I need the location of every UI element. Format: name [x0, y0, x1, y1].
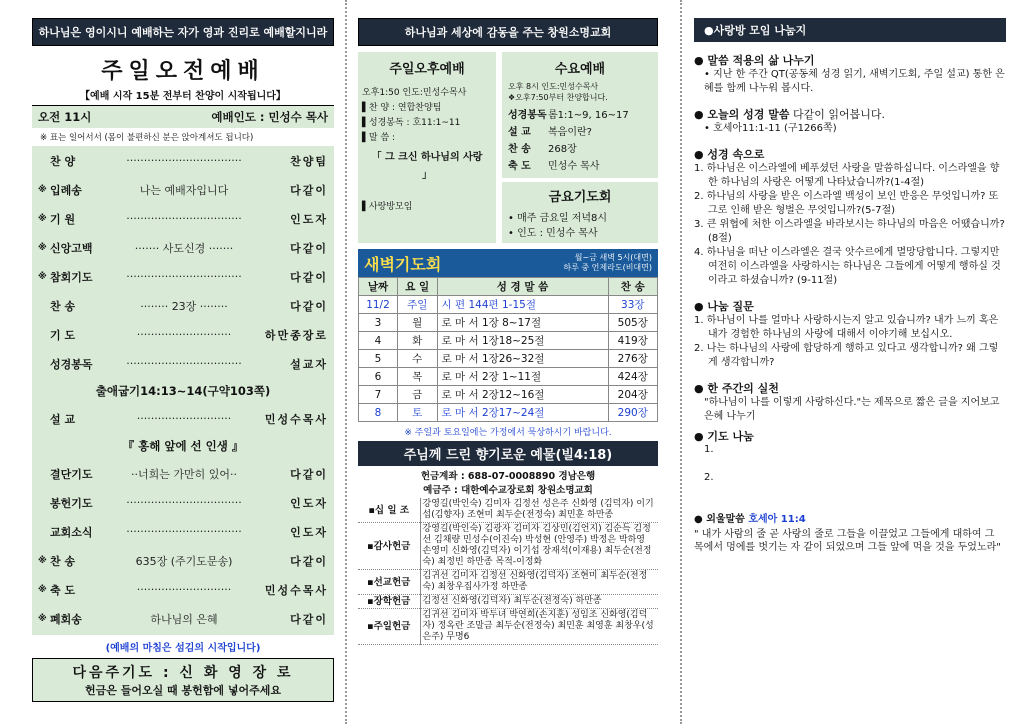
list-item: 3. 큰 위협에 처한 이스라엘을 바라보시는 하나님의 마음은 어땠습니까?(8절) [694, 219, 1005, 244]
order-star: ※ [38, 184, 47, 195]
offering-names: 강영길(박인숙) 김광자 김미자 김상민(김언지) 김순득 김정선 김채량 민성수(이진숙) 박성현 (안영주) 박정은 박하영 손영미 신화영(김덕자) 이기섭 장재석(이재용) 최두순(전정숙) 최정빈 하만종 목적-이정화 [420, 523, 658, 570]
offering-row [358, 595, 658, 609]
column-banner: 하나님은 영이시니 예배하는 자가 영과 진리로 예배할지니라 [32, 18, 334, 46]
order-row [32, 546, 334, 575]
question-list [694, 162, 1006, 288]
hymn-cell: 290장 [608, 404, 657, 422]
wednesday-value: 민성수 목사 [548, 161, 600, 172]
order-label: 성경봉독 [50, 357, 93, 371]
subtitle: 【예배 시작 15분 전부터 찬양이 시작됩니다】 [80, 91, 286, 102]
offering-type: ▪주일헌금 [358, 609, 420, 645]
order-detail: ······· 사도신경 ······· [134, 241, 234, 255]
morning-worship-column [32, 18, 334, 702]
list-item: 2. [704, 472, 714, 483]
order-label: 참회기도 [50, 270, 93, 284]
reading-line: ▌성경봉독 : 호11:1~11 [362, 118, 461, 128]
weekday-cell: 토 [397, 404, 437, 422]
order-label: 찬 송 [50, 554, 76, 568]
memory-verse-title: ● 외울말씀 호세아 11:4 [694, 514, 806, 525]
service-time: 오후1:50 인도:민성수목사 [362, 88, 467, 98]
praise-note: ❖오후7:50부터 찬양합니다. [508, 93, 608, 102]
weekday-cell: 월 [397, 314, 437, 332]
scripture-reference: 출애굽기14:13~14(구약103쪽) [95, 384, 271, 398]
date-cell: 4 [359, 332, 398, 350]
date-cell: 8 [359, 404, 398, 422]
order-detail: ································· [126, 496, 242, 509]
section-title: 금요기도회 [508, 182, 652, 209]
order-label: 찬 송 [50, 299, 76, 313]
offering-names: 김귀선 김미자 박두녀 박연희(손지훈) 성임조 신화영(김덕자) 정옥란 조말금 최두순(전정숙) 최민훈 최영훈 최창우(성은주) 무명6 [420, 609, 658, 645]
order-label: 입례송 [50, 183, 82, 197]
hymn-cell: 204장 [608, 386, 657, 404]
order-detail: 나는 예배자입니다 [139, 183, 229, 197]
order-of-worship [32, 146, 334, 635]
order-row [32, 204, 334, 233]
offering-row [358, 523, 658, 570]
wednesday-key: 축 도 [508, 161, 531, 172]
order-row [32, 320, 334, 349]
date-cell: 11/2 [359, 296, 398, 314]
scripture-cell: 로 마 서 2장12~16절 [437, 386, 608, 404]
date-cell: 5 [359, 350, 398, 368]
scripture-cell: 로 마 서 2장 1~11절 [437, 368, 608, 386]
date-cell: 6 [359, 368, 398, 386]
weekday-cell: 금 [397, 386, 437, 404]
order-row [32, 459, 334, 488]
hymn-cell: 276장 [608, 350, 657, 368]
hymn-cell: 505장 [608, 314, 657, 332]
order-row [32, 517, 334, 546]
list-item: 2. 나는 하나님의 사랑에 합당하게 행하고 있다고 생각합니까? 왜 그렇게 생각합니까? [694, 343, 999, 368]
offering-type: ▪장학헌금 [358, 595, 420, 609]
order-star: ※ [38, 613, 47, 624]
order-star: ※ [38, 555, 47, 566]
order-star: ※ [38, 213, 47, 224]
order-row [32, 488, 334, 517]
order-label: 신앙고백 [50, 241, 93, 255]
weekday-cell: 수 [397, 350, 437, 368]
scripture-cell: 로 마 서 2장17~24절 [437, 404, 608, 422]
dawn-title: 새벽기도회 [364, 254, 442, 274]
order-person: 인도자 [290, 212, 328, 226]
sunday-afternoon-box [358, 52, 496, 243]
schedule-note: ※ 주일과 토요일에는 가정에서 묵상하시기 바랍니다. [404, 428, 612, 438]
wednesday-key: 설 교 [508, 127, 531, 138]
section-text: "하나님이 나를 이렇게 사랑하신다."는 제목으로 짧은 글을 지어보고 은혜 나누기 [704, 397, 1000, 422]
wednesday-value: 268장 [548, 144, 577, 155]
dawn-schedule-table [358, 277, 658, 422]
section-title: 수요예배 [508, 54, 652, 81]
account-info: 헌금계좌 : 688-07-0008890 경남은행 예금주 : 대한예수교장로회 창원소명교회 [420, 471, 596, 496]
order-label: 축 도 [50, 583, 76, 597]
scripture-cell: 시 편 144편 1-15절 [437, 296, 608, 314]
page-title: 주일오전예배 [101, 59, 265, 84]
column-divider [680, 0, 682, 724]
offering-row [358, 498, 658, 523]
friday-box [502, 182, 658, 243]
order-row [32, 349, 334, 378]
order-detail: ··너희는 가만히 있어·· [131, 467, 237, 481]
section-title: ● 오늘의 성경 말씀 다같이 읽어봅니다. [694, 108, 885, 121]
standing-note: ※ 표는 일어서서 (몸이 불편하신 분은 앉아계셔도 됩니다) [40, 133, 254, 143]
column-banner: 하나님과 세상에 감동을 주는 창원소명교회 [358, 18, 658, 46]
table-row [359, 368, 658, 386]
order-label: 기 도 [50, 328, 76, 342]
dawn-subtitle: 월~금 새벽 5시(대면) 하루 중 언제라도(비대면) [563, 253, 652, 272]
column-header: 날짜 [359, 278, 398, 296]
list-item: 4. 하나님을 떠난 이스라엘은 결국 앗수르에게 멸망당합니다. 그렇지만 여전히 이스라엘을 사랑하시는 하나님은 그들에게 어떻게 행하실 것이라고 하셨습니까? (9-11절) [694, 247, 1001, 286]
hymn-cell: 33장 [608, 296, 657, 314]
order-row [32, 262, 334, 291]
section-title: ● 성경 속으로 [694, 148, 765, 161]
wednesday-box [502, 52, 658, 178]
offering-table [358, 498, 658, 645]
order-star: ※ [38, 584, 47, 595]
section-text: • 호세아11:1-11 (구1266쪽) [704, 123, 837, 134]
order-row [32, 233, 334, 262]
scripture-cell: 로 마 서 1장26~32절 [437, 350, 608, 368]
section-title: ● 나눔 질문 [694, 300, 754, 313]
friday-leader: • 인도 : 민성수 목사 [508, 228, 598, 239]
order-row: 설 교 ··························· 민성수목사 [50, 412, 328, 426]
closing-note: (예배의 마침은 섬김의 시작입니다) [105, 643, 261, 654]
order-person: 찬양팀 [290, 154, 328, 168]
order-row [32, 604, 334, 633]
table-row [359, 350, 658, 368]
order-person: 하만종장로 [264, 328, 328, 342]
section-text: • 지난 한 주간 QT(공동체 성경 읽기, 새벽기도회, 주일 설교) 통한 은혜를 함께 나누워 봅시다. [704, 69, 1005, 94]
offering-names: 강영길(박인숙) 김미자 김정선 성은주 신화영 (김덕자) 이기섭(김향자) 조현미 최두순(전정숙) 최민훈 하만종 [420, 498, 658, 523]
list-item: 1. [704, 444, 714, 455]
wednesday-row [508, 106, 652, 121]
order-person: 다같이 [290, 299, 328, 313]
order-label: 교회소식 [50, 525, 93, 539]
next-prayer-leader: 다음주기도 : 신 화 영 장 로 [72, 665, 294, 681]
order-person: 다같이 [290, 612, 328, 626]
hymn-cell: 419장 [608, 332, 657, 350]
section-title: ● 말씀 적용의 삶 나누기 [694, 54, 815, 67]
order-detail: ································· [126, 525, 242, 538]
order-person: 인도자 [290, 525, 328, 539]
date-cell: 7 [359, 386, 398, 404]
wednesday-row [508, 157, 652, 172]
order-label: 폐회송 [50, 612, 82, 626]
offering-row [358, 609, 658, 645]
services-column [358, 18, 658, 645]
weekday-cell: 화 [397, 332, 437, 350]
section-title: ● 기도 나눔 [694, 430, 754, 443]
table-row [359, 386, 658, 404]
order-person: 다같이 [290, 183, 328, 197]
offering-names: 김정선 신화영(김덕자) 최두순(전정숙) 하만종 [420, 595, 658, 609]
column-divider [345, 0, 347, 724]
order-detail: ································· [126, 270, 242, 283]
order-detail: 635장 (주기도문송) [135, 554, 233, 568]
order-row [32, 175, 334, 204]
friday-time: • 매주 금요일 저녁8시 [508, 213, 608, 224]
order-detail: ································· [126, 154, 242, 167]
sermon-title: 『 홍해 앞에 선 인생 』 [122, 439, 244, 453]
order-person: 인도자 [290, 496, 328, 510]
wednesday-value: 복음이란? [548, 127, 592, 138]
question-list [694, 314, 1006, 370]
order-person: 다같이 [290, 241, 328, 255]
order-person: 다같이 [290, 467, 328, 481]
prayer-list [694, 444, 1006, 500]
service-time: 오전 11시 [38, 110, 92, 124]
wednesday-row [508, 140, 652, 155]
column-header: 찬 송 [608, 278, 657, 296]
list-item: 1. 하나님은 이스라엘에 베푸셨던 사랑을 말씀하십니다. 이스라엘을 향한 하나님의 사랑은 어떻게 나타났습니까?(1-4절) [694, 163, 1000, 188]
word-line: ▌말 씀 : [362, 133, 396, 143]
order-person: 설교자 [290, 357, 328, 371]
section-title: 주일오후예배 [362, 52, 492, 83]
order-star: ※ [38, 271, 47, 282]
order-detail: ········ 23장 ········ [140, 299, 228, 313]
service-leader: 예배인도 : 민성수 목사 [211, 110, 328, 124]
next-week-box [32, 658, 334, 702]
offering-type: ▪선교헌금 [358, 570, 420, 595]
section-title: ● 한 주간의 실천 [694, 382, 779, 395]
list-item: 2. 하나님의 사랑을 받은 이스라엘 백성이 보인 반응은 무엇입니까? 또 그로 인해 받은 형벌은 무엇입니까?(5-7절) [694, 191, 999, 216]
list-item: 1. 하나님이 나를 얼마나 사랑하시는지 알고 있습니까? 내가 느끼 혹은 내가 경험한 하나님의 사랑에 대해서 이야기해 보십시오. [694, 315, 999, 340]
order-detail: ································· [126, 212, 242, 225]
order-detail: ··························· [136, 328, 232, 341]
wednesday-key: 성경봉독 [508, 110, 547, 121]
offering-row [358, 570, 658, 595]
table-row [359, 404, 658, 422]
table-row [359, 332, 658, 350]
small-group-column [694, 18, 1006, 554]
table-row [359, 296, 658, 314]
dawn-prayer-header [358, 249, 658, 277]
order-person: 다같이 [290, 554, 328, 568]
offering-names: 김귀선 김미자 김정선 신화영(김덕자) 조현미 최두순(전정숙) 최창우집사가정 하만종 [420, 570, 658, 595]
hymn-cell: 424장 [608, 368, 657, 386]
praise-line: ▌찬 양 : 연합찬양팀 [362, 103, 442, 113]
order-label: 결단기도 [50, 467, 93, 481]
wednesday-row [508, 123, 652, 138]
order-person: 다같이 [290, 270, 328, 284]
order-detail: 하나님의 은혜 [150, 612, 218, 626]
order-row [32, 575, 334, 604]
group-line: ▌사랑방모임 [362, 202, 413, 212]
service-time: 오후 8시 인도:민성수목사 [508, 82, 599, 91]
table-row [359, 314, 658, 332]
order-label: 기 원 [50, 212, 76, 226]
memory-verse-text: " 내가 사람의 줄 곧 사랑의 줄로 그들을 이끌었고 그들에게 대하여 그 목에서 멍에를 벗기는 자 같이 되었으며 그들 앞에 먹을 것을 두었노라" [694, 529, 1001, 553]
sermon-title: 「 그 크신 하나님의 사랑 」 [371, 152, 483, 181]
weekday-cell: 목 [397, 368, 437, 386]
order-person: 민성수목사 [264, 583, 328, 597]
offering-type: ▪감사헌금 [358, 523, 420, 570]
weekday-cell: 주일 [397, 296, 437, 314]
wednesday-value: 롬1:1~9, 16~17 [548, 110, 629, 121]
offering-note: 헌금은 들어오실 때 봉헌함에 넣어주세요 [85, 684, 281, 697]
order-star: ※ [38, 242, 47, 253]
scripture-cell: 로 마 서 1장18~25절 [437, 332, 608, 350]
order-label: 찬 양 [50, 154, 76, 168]
order-label: 봉헌기도 [50, 496, 93, 510]
offering-title: 주님께 드린 향기로운 예물(빌4:18) [358, 441, 658, 466]
date-cell: 3 [359, 314, 398, 332]
wednesday-key: 찬 송 [508, 144, 531, 155]
scripture-cell: 로 마 서 1장 8~17절 [437, 314, 608, 332]
order-detail: ··························· [136, 583, 232, 596]
column-header: 요 일 [397, 278, 437, 296]
order-detail: ································· [126, 357, 242, 370]
column-header: 성 경 말 씀 [437, 278, 608, 296]
offering-type: ▪십 일 조 [358, 498, 420, 523]
order-row [32, 146, 334, 175]
column-header: ●사랑방 모임 나눔지 [694, 18, 1006, 42]
order-row [32, 291, 334, 320]
service-time-row [32, 105, 334, 128]
